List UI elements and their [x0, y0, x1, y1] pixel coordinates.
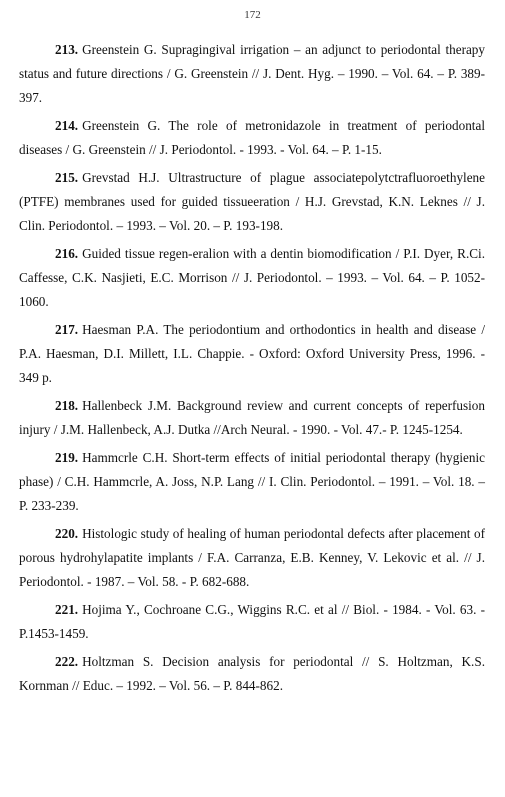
- reference-text: Hammcrle C.H. Short-term effects of initial periodontal therapy (hygienic phase) / C.H. Hammcrle, A. Joss, N.P. Lang // I. Clin. Periodontol. – 1991. – Vol. 18. – P. 233-239.: [19, 450, 485, 513]
- reference-number: 222.: [55, 654, 79, 669]
- reference-text: Greenstein G. The role of metronidazole in treatment of periodontal diseases / G. Greenstein // J. Periodontol. - 1993. - Vol. 64. – P. 1-15.: [19, 118, 485, 157]
- reference-item: [19, 242, 485, 314]
- reference-text: Guided tissue regen-eralion with a dentin biomodification / P.I. Dyer, R.Ci. Caffesse, C.K. Nasjieti, E.C. Morrison // J. Periodontol. – 1993. – Vol. 64. – P. 1052-1060.: [19, 246, 485, 309]
- reference-number: 219.: [55, 450, 79, 465]
- reference-item: [19, 522, 485, 594]
- reference-number: 216.: [55, 246, 79, 261]
- reference-text: Grevstad H.J. Ultrastructure of plague associatepolytctrafluoroethylene (PTFE) membranes used for guided tissueeration / H.J. Grevstad, K.N. Leknes // J. Clin. Periodontol. – 1993. – Vol. 20. – P. 193-198.: [19, 170, 485, 233]
- reference-text: Haesman P.A. The periodontium and orthodontics in health and disease / P.A. Haesman, D.I. Millett, I.L. Chappie. - Oxford: Oxford University Press, 1996. - 349 p.: [19, 322, 485, 385]
- reference-number: 217.: [55, 322, 79, 337]
- reference-number: 214.: [55, 118, 79, 133]
- reference-number: 218.: [55, 398, 79, 413]
- reference-item: [19, 446, 485, 518]
- reference-item: [19, 650, 485, 698]
- reference-text: Greenstein G. Supragingival irrigation – an adjunct to periodontal therapy status and future directions / G. Greenstein // J. Dent. Hyg. – 1990. – Vol. 64. – P. 389-397.: [19, 42, 485, 105]
- reference-list: [19, 38, 485, 702]
- reference-item: [19, 38, 485, 110]
- reference-number: 220.: [55, 526, 79, 541]
- reference-text: Hojima Y., Cochroane C.G., Wiggins R.C. et al // Biol. - 1984. - Vol. 63. - P.1453-1459.: [19, 602, 485, 641]
- reference-item: [19, 598, 485, 646]
- reference-number: 213.: [55, 42, 79, 57]
- reference-item: [19, 318, 485, 390]
- reference-number: 221.: [55, 602, 79, 617]
- reference-text: Histologic study of healing of human periodontal defects after placement of porous hydrohylapatite implants / F.A. Carranza, E.B. Kenney, V. Lekovic et al. // J. Periodontol. - 1987. – Vol. 58. - P. 682-688.: [19, 526, 485, 589]
- reference-item: [19, 166, 485, 238]
- reference-number: 215.: [55, 170, 79, 185]
- reference-item: [19, 114, 485, 162]
- page-number: 172: [244, 9, 261, 21]
- reference-text: Holtzman S. Decision analysis for periodontal // S. Holtzman, K.S. Kornman // Educ. – 1992. – Vol. 56. – P. 844-862.: [19, 654, 485, 693]
- reference-text: Hallenbeck J.M. Background review and current concepts of reperfusion injury / J.M. Hallenbeck, A.J. Dutka //Arch Neural. - 1990. - Vol. 47.- P. 1245-1254.: [19, 398, 485, 437]
- reference-item: [19, 394, 485, 442]
